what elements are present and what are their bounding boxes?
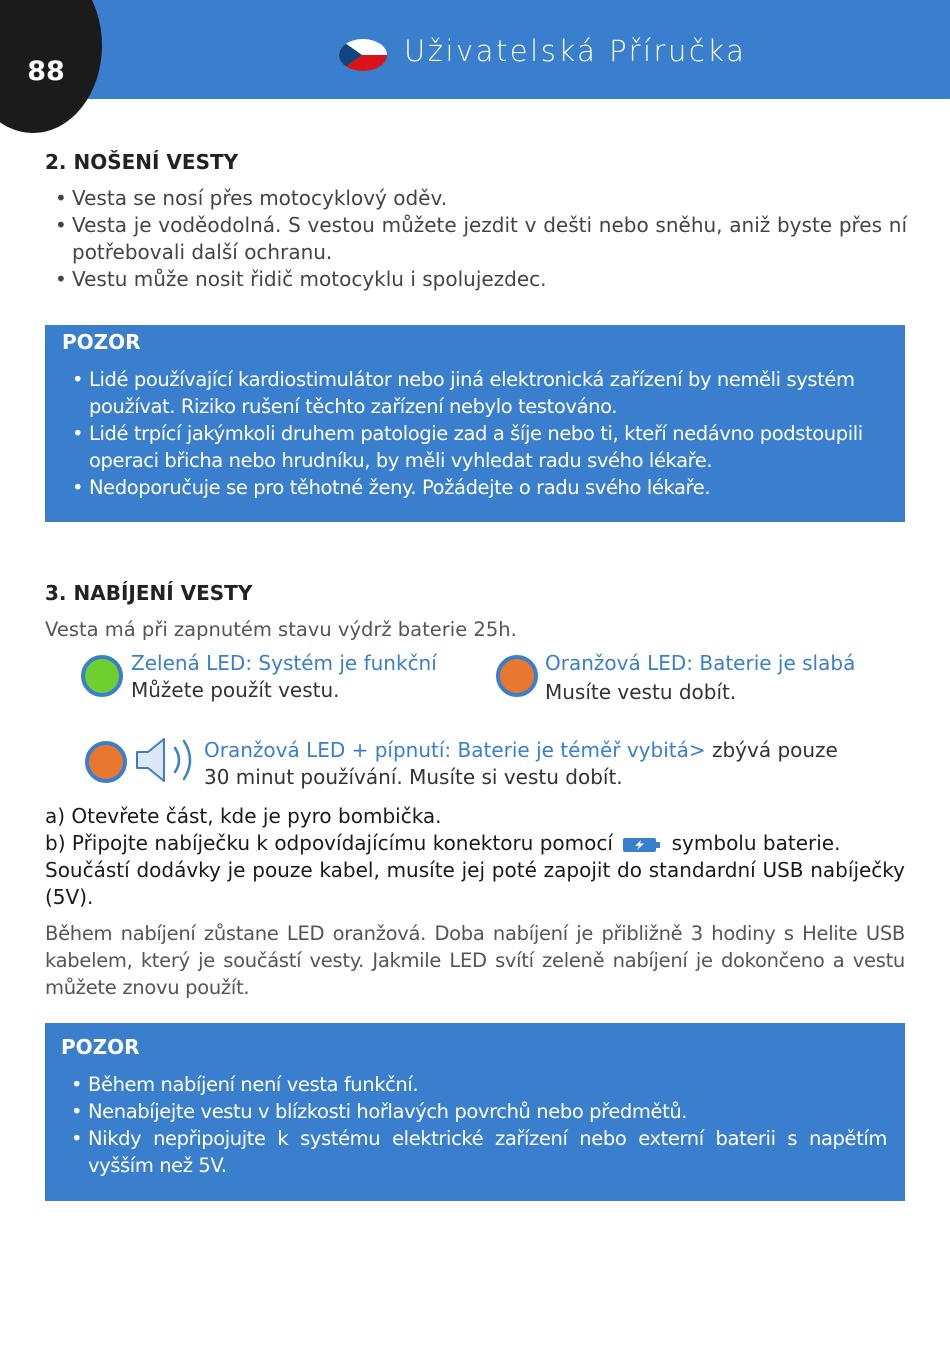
orange-led-text: Musíte vestu dobít.	[545, 680, 737, 704]
step-b	[45, 830, 905, 857]
warning-box	[45, 325, 905, 522]
wearing-list	[45, 185, 907, 293]
list-item: • Lidé používající kardiostimulátor nebo jiná elektronická zařízení by neměli systém používat. Riziko rušení těchto zařízení nebylo testováno.	[62, 366, 892, 420]
warning-title: POZOR	[61, 1035, 140, 1059]
green-led-icon	[80, 654, 124, 698]
step-a: a) Otevřete část, kde je pyro bombička.	[45, 804, 442, 828]
beep-led-line1	[204, 736, 838, 764]
page-number: 88	[27, 56, 65, 87]
warning-list	[61, 1071, 887, 1179]
beep-led-line2: 30 minut používání. Musíte si vestu dobít.	[204, 765, 623, 789]
section-heading-charging: 3. NABÍJENÍ VESTY	[45, 581, 253, 605]
list-item: • Vesta je voděodolná. S vestou můžete jezdit v dešti nebo sněhu, aniž byste přes ní potřebovali další ochranu.	[45, 212, 907, 266]
header-title: Uživatelská Příručka	[404, 34, 747, 68]
warning-list	[62, 366, 892, 501]
list-item: • Vesta se nosí přes motocyklový oděv.	[45, 185, 907, 212]
beep-led-text-inline: zbývá pouze	[705, 738, 838, 762]
step-b-rest: Součástí dodávky je pouze kabel, musíte jej poté zapojit do standardní USB nabíječky (5V).	[45, 858, 905, 909]
warning-title: POZOR	[62, 330, 141, 354]
battery-icon	[623, 837, 661, 853]
list-item: • Nedoporučuje se pro těhotné ženy. Požádejte o radu svého lékaře.	[62, 474, 892, 501]
green-led-title: Zelená LED: Systém je funkční	[131, 651, 437, 675]
speaker-icon	[134, 735, 198, 785]
orange-led-beep-icon	[84, 740, 128, 784]
list-item: • Vestu může nosit řidič motocyklu i spolujezdec.	[45, 266, 907, 293]
charging-steps	[45, 803, 905, 911]
list-item: • Během nabíjení není vesta funkční.	[61, 1071, 887, 1098]
list-item: • Lidé trpící jakýmkoli druhem patologie zad a šíje nebo ti, kteří nedávno podstoupili operaci břicha nebo hrudníku, by měli vyhledat radu svého lékaře.	[62, 420, 892, 474]
green-led-text: Můžete použít vestu.	[131, 678, 340, 702]
charging-info: Během nabíjení zůstane LED oranžová. Doba nabíjení je přibližně 3 hodiny s Helite USB kabelem, který je součástí vesty. Jakmile LED svítí zeleně nabíjení je dokončeno a vestu můžete znovu použít.	[45, 922, 905, 999]
orange-led-title: Oranžová LED: Baterie je slabá	[545, 651, 856, 675]
beep-led-title: Oranžová LED + pípnutí: Baterie je téměř vybitá>	[204, 738, 706, 762]
step-b-start: b) Připojte nabíječku k odpovídajícímu konektoru pomocí	[45, 831, 613, 855]
list-item: • Nenabíjejte vestu v blízkosti hořlavých povrchů nebo předmětů.	[61, 1098, 887, 1125]
warning-box	[45, 1023, 905, 1201]
list-item: • Nikdy nepřipojujte k systému elektrické zařízení nebo externí baterii s napětím vyšším než 5V.	[61, 1125, 887, 1179]
step-b-end: symbolu baterie.	[671, 831, 841, 855]
orange-led-icon	[495, 654, 539, 698]
czech-flag-icon	[338, 38, 388, 72]
section-heading-wearing: 2. NOŠENÍ VESTY	[45, 150, 239, 174]
battery-intro: Vesta má při zapnutém stavu výdrž baterie 25h.	[45, 618, 517, 641]
